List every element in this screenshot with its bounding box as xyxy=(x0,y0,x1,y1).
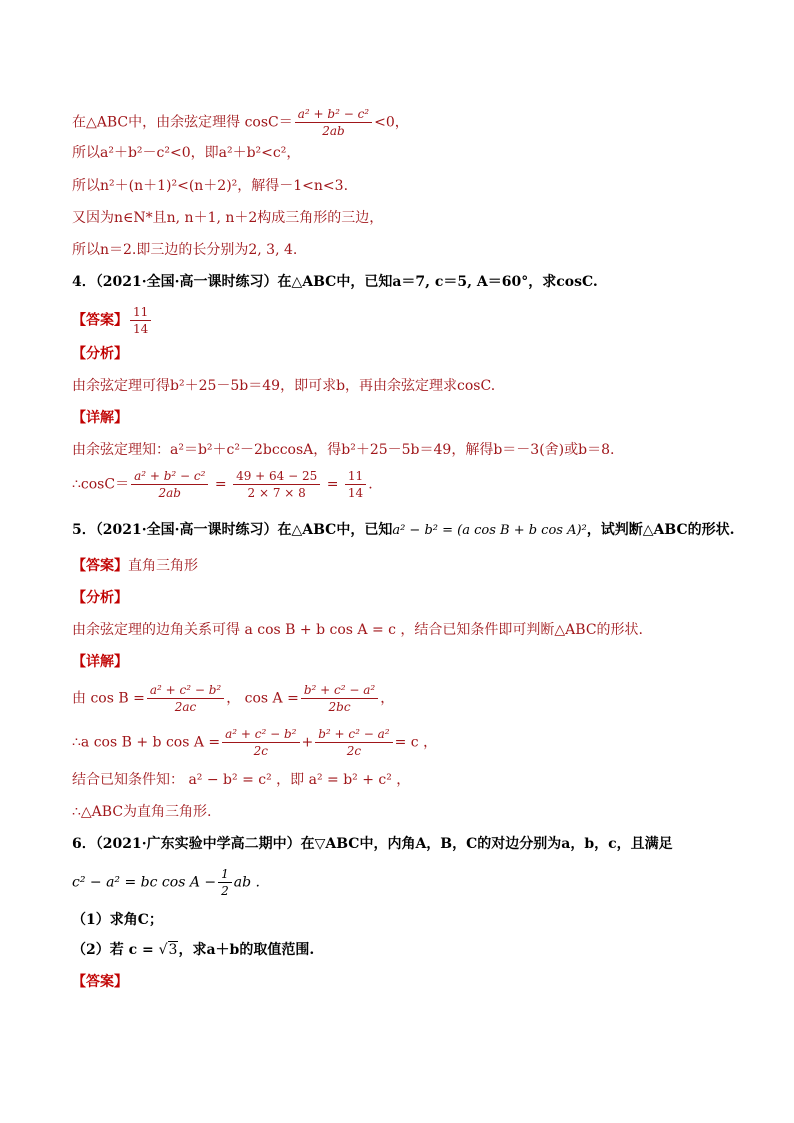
q6-part-2: （2）若 c = √3，求a＋b的取值范围. xyxy=(72,942,315,958)
fraction: $\frac{\text{b² + c² − a²}}{2c}$ xyxy=(315,726,392,759)
solution-line-2: 所以a²＋b²－c²<0，即a²＋b²<c²， xyxy=(72,145,301,161)
q4-detail-1: 由余弦定理知：a²＝b²＋c²－2bccosA，得b²＋25－5b＝49，解得b＝－3(舍)或b＝8. xyxy=(72,442,615,458)
fraction: $\frac{11}{14}$ xyxy=(345,468,366,501)
q6-condition: c² − a² = bc cos A − $\frac{1}{2}$ ab . xyxy=(72,867,260,898)
fraction: $\frac{11}{14}$ xyxy=(130,304,151,337)
q4-detail-2: ∴cosC＝ $\frac{\text{a² + b² − c²}}{2ab}$ = $\frac{49 + 64 - 25}{2 \times 7 \times 8}$ = $\frac{11}{14}$ . xyxy=(72,469,373,500)
fraction: $\frac{49 + 64 - 25}{2 \times 7 \times 8}$ xyxy=(233,468,320,501)
q4-analysis-tag: 【分析】 xyxy=(72,346,128,362)
q6-answer-tag: 【答案】 xyxy=(72,974,128,990)
question-6: 6．（2021·广东实验中学高二期中）在▽ABC中，内角A，B，C的对边分别为a，b，c，且满足 xyxy=(72,836,673,852)
q5-analysis: 由余弦定理的边角关系可得 a cos B + b cos A = c ，结合已知条件即可判断△ABC的形状. xyxy=(72,622,644,638)
solution-line-5: 所以n＝2.即三边的长分别为2, 3, 4. xyxy=(72,242,298,258)
q5-answer: 【答案】直角三角形 xyxy=(72,558,198,574)
solution-line-4: 又因为n∈N*且n, n＋1, n＋2构成三角形的三边， xyxy=(72,210,384,226)
question-5: 5．（2021·全国·高一课时练习）在△ABC中，已知a² − b² = (a cos B + b cos A)²，试判断△ABC的形状. xyxy=(72,522,735,538)
q6-part-1: （1）求角C； xyxy=(72,912,163,928)
fraction: $\frac{\text{a² + c² − b²}}{2ac}$ xyxy=(147,682,224,715)
q4-answer: 【答案】 $\frac{11}{14}$ xyxy=(72,304,153,337)
q5-detail-1: 由 cos B = $\frac{\text{a² + c² − b²}}{2ac}$ ， cos A = $\frac{\text{b² + c² − a²}}{2bc}$ ， xyxy=(72,683,395,714)
solution-line-1: 在△ABC中，由余弦定理得 cosC＝ $\frac{\text{a² + b² − c²}}{2ab}$ <0， xyxy=(72,107,409,138)
q5-detail-4: ∴△ABC为直角三角形. xyxy=(72,804,212,820)
q5-analysis-tag: 【分析】 xyxy=(72,590,128,606)
question-4: 4．（2021·全国·高一课时练习）在△ABC中，已知a＝7, c＝5, A＝60°，求cosC. xyxy=(72,274,598,290)
fraction: $\frac{\text{a² + b² − c²}}{2ab}$ xyxy=(131,468,208,501)
fraction: $\frac{1}{2}$ xyxy=(218,866,232,899)
q5-detail-2: ∴a cos B + b cos A = $\frac{\text{a² + c² − b²}}{2c}$ + $\frac{\text{b² + c² − a²}}{2c}$ = c ， xyxy=(72,727,438,758)
fraction: $\frac{\text{b² + c² − a²}}{2bc}$ xyxy=(301,682,378,715)
q5-detail-tag: 【详解】 xyxy=(72,654,128,670)
solution-line-3: 所以n²＋(n＋1)²<(n＋2)²，解得－1<n<3. xyxy=(72,178,349,194)
q4-detail-tag: 【详解】 xyxy=(72,410,128,426)
q5-detail-3: 结合已知条件知： a² − b² = c² ，即 a² = b² + c² ， xyxy=(72,772,411,788)
q4-analysis: 由余弦定理可得b²＋25－5b＝49，即可求b，再由余弦定理求cosC. xyxy=(72,378,496,394)
fraction: $\frac{\text{a² + c² − b²}}{2c}$ xyxy=(222,726,299,759)
fraction: $\frac{\text{a² + b² − c²}}{2ab}$ xyxy=(295,106,372,139)
